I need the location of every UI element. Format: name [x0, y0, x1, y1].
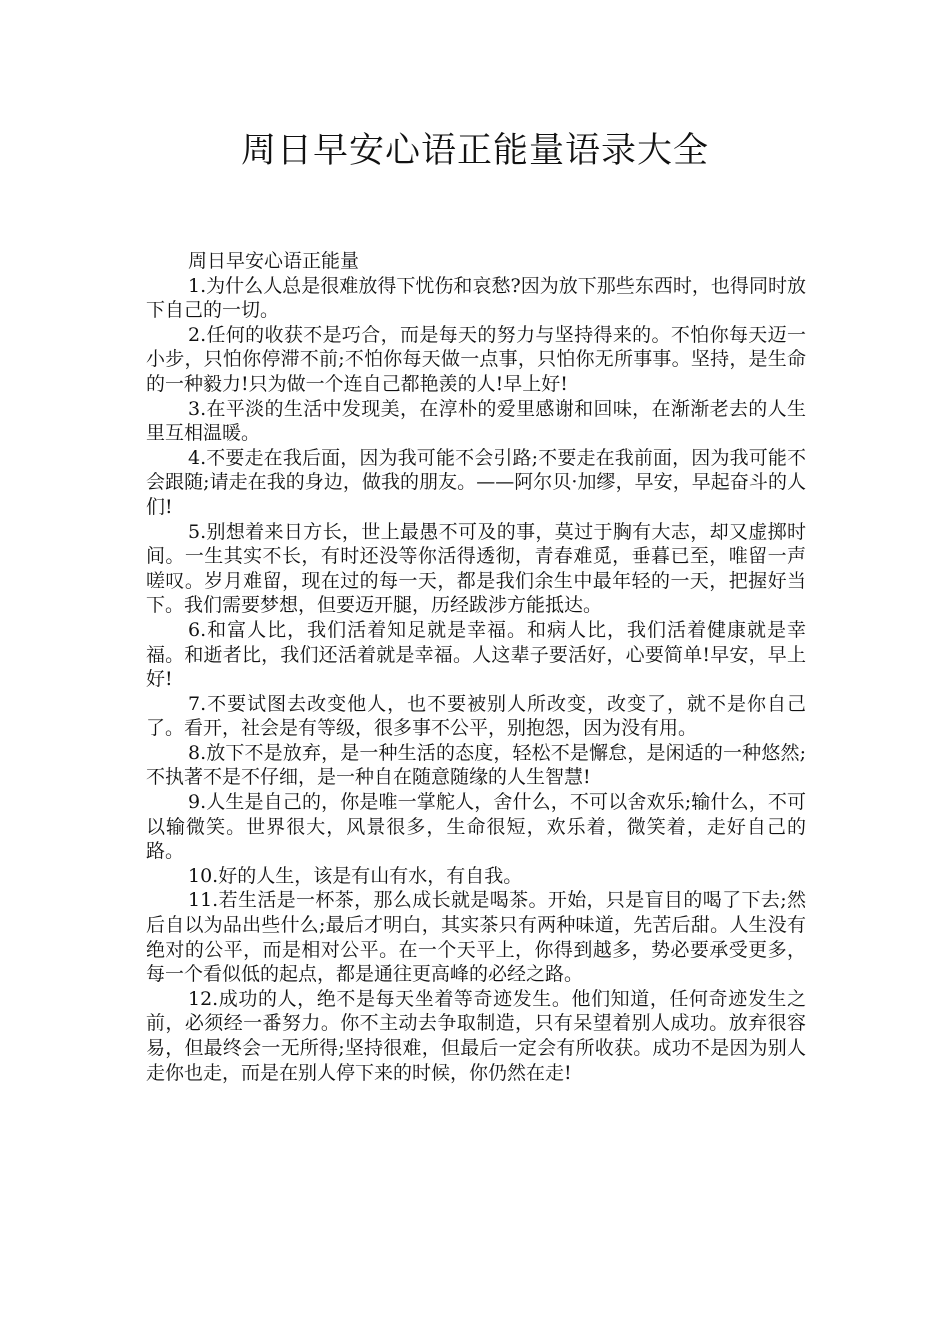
paragraph: 9.人生是自己的，你是唯一掌舵人，舍什么，不可以舍欢乐;输什么，不可以输微笑。世界很大，风景很多，生命很短，欢乐着，微笑着，走好自己的路。: [146, 791, 806, 863]
paragraph: 5.别想着来日方长，世上最愚不可及的事，莫过于胸有大志，却又虚掷时间。一生其实不长，有时还没等你活得透彻，青春难觅，垂暮已至，唯留一声嗟叹。岁月难留，现在过的每一天，都是我们余生中最年轻的一天，把握好当下。我们需要梦想，但要迈开腿，历经跋涉方能抵达。: [146, 520, 806, 617]
paragraph: 3.在平淡的生活中发现美，在淳朴的爱里感谢和回味，在渐渐老去的人生里互相温暖。: [146, 397, 806, 445]
paragraph: 11.若生活是一杯茶，那么成长就是喝茶。开始，只是盲目的喝了下去;然后自以为品出些什么;最后才明白，其实茶只有两种味道，先苦后甜。人生没有绝对的公平，而是相对公平。在一个天平上，你得到越多，势必要承受更多，每一个看似低的起点，都是通往更高峰的必经之路。: [146, 889, 806, 986]
document-title: 周日早安心语正能量语录大全: [240, 131, 709, 171]
paragraph-heading: 周日早安心语正能量: [188, 250, 360, 272]
paragraph: 4.不要走在我后面，因为我可能不会引路;不要走在我前面，因为我可能不会跟随;请走在我的身边，做我的朋友。——阿尔贝·加缪，早安，早起奋斗的人们!: [146, 446, 806, 518]
paragraph: 12.成功的人，绝不是每天坐着等奇迹发生。他们知道，任何奇迹发生之前，必须经一番努力。你不主动去争取制造，只有呆望着别人成功。放弃很容易，但最终会一无所得;坚持很难，但最后一定会有所收获。成功不是因为别人走你也走，而是在别人停下来的时候，你仍然在走!: [146, 987, 806, 1084]
paragraph: 1.为什么人总是很难放得下忧伤和哀愁?因为放下那些东西时，也得同时放下自己的一切。: [146, 274, 806, 322]
paragraph: 8.放下不是放弃，是一种生活的态度，轻松不是懈怠，是闲适的一种悠然;不执著不是不仔细，是一种自在随意随缘的人生智慧!: [146, 741, 806, 789]
document-body: [146, 249, 806, 1085]
paragraph: 2.任何的收获不是巧合，而是每天的努力与坚持得来的。不怕你每天迈一小步，只怕你停滞不前;不怕你每天做一点事，只怕你无所事事。坚持，是生命的一种毅力!只为做一个连自己都艳羡的人!早上好!: [146, 323, 806, 395]
paragraph: 7.不要试图去改变他人，也不要被别人所改变，改变了，就不是你自己了。看开，社会是有等级，很多事不公平，别抱怨，因为没有用。: [146, 692, 806, 740]
paragraph: 6.和富人比，我们活着知足就是幸福。和病人比，我们活着健康就是幸福。和逝者比，我们还活着就是幸福。人这辈子要活好，心要简单!早安，早上好!: [146, 618, 806, 691]
paragraph: 10.好的人生，该是有山有水，有自我。: [188, 864, 523, 887]
